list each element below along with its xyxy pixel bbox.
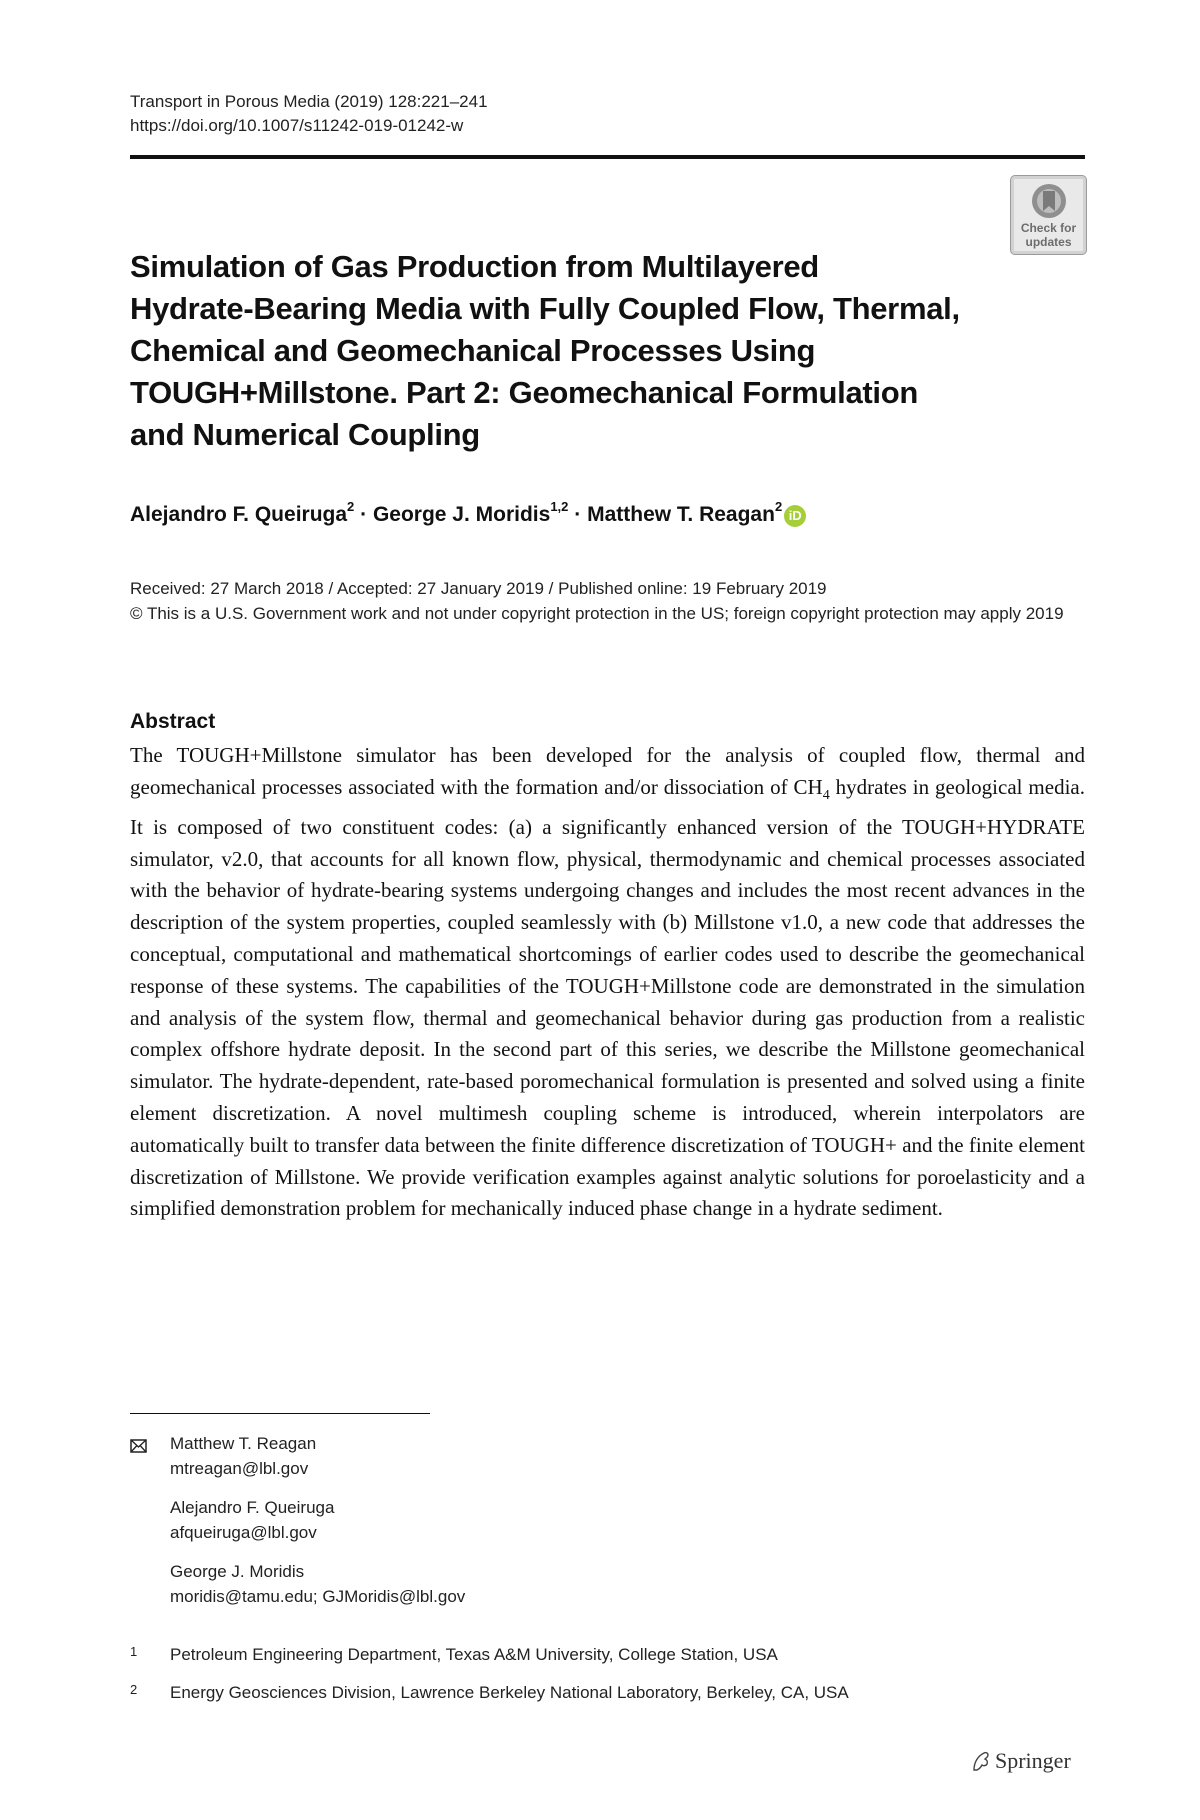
author-separator: ·	[354, 503, 373, 526]
author-list	[130, 500, 806, 530]
author-affiliation-mark: 2	[774, 499, 783, 514]
header-rule	[130, 155, 1085, 159]
affiliation	[130, 1640, 778, 1667]
check-label: Check for	[1020, 221, 1077, 235]
journal-header	[130, 90, 488, 138]
affiliation-text: Energy Geosciences Division, Lawrence Berkeley National Laboratory, Berkeley, CA, USA	[170, 1683, 849, 1702]
publisher-name: Springer	[995, 1748, 1071, 1773]
correspondent-name: Matthew T. Reagan	[170, 1434, 317, 1453]
publisher-logo	[970, 1748, 1071, 1774]
affiliation-number: 2	[130, 1682, 138, 1697]
article-title	[130, 246, 1010, 456]
title-line: Hydrate-Bearing Media with Fully Coupled Flow, Thermal,	[130, 291, 960, 326]
correspondent-name: George J. Moridis	[170, 1562, 305, 1581]
correspondent-email[interactable]: mtreagan@lbl.gov	[170, 1459, 309, 1478]
correspondence-entry	[170, 1559, 465, 1609]
envelope-icon	[130, 1439, 147, 1453]
correspondent-email[interactable]: moridis@tamu.edu; GJMoridis@lbl.gov	[170, 1587, 466, 1606]
springer-horse-icon	[970, 1750, 992, 1772]
correspondence-marker	[130, 1436, 147, 1460]
orcid-icon[interactable]: iD	[784, 505, 806, 527]
dates-line: Received: 27 March 2018 / Accepted: 27 January 2019 / Published online: 19 February 2019	[130, 579, 827, 598]
bookmark-icon	[1028, 182, 1070, 220]
check-for-updates-button[interactable]	[1010, 175, 1087, 255]
title-line: Chemical and Geomechanical Processes Using	[130, 333, 816, 368]
title-line: Simulation of Gas Production from Multilayered	[130, 249, 819, 284]
abstract-heading: Abstract	[130, 710, 216, 733]
footnote-rule	[130, 1413, 430, 1414]
correspondence-entry	[170, 1431, 316, 1481]
affiliation-text: Petroleum Engineering Department, Texas A&M University, College Station, USA	[170, 1645, 778, 1664]
author-name[interactable]: Matthew T. Reagan	[587, 503, 775, 526]
publication-history	[130, 576, 1090, 626]
author-affiliation-mark: 2	[347, 499, 355, 514]
abstract-part: The TOUGH+Millstone simulator has been developed for the analysis of coupled flow, thermal and geomechanical processes associated with the formation and/or dissociation of CH	[130, 743, 1085, 799]
author-separator: ·	[568, 503, 588, 526]
abstract-part: hydrates in geological media. It is composed of two constituent codes: (a) a significantly enhanced version of the TOUGH+HYDRATE simulator, v2.0, that accounts for all known flow, physical, thermodynamic and chemical processes associated with the behavior of hydrate-bearing systems undergoing changes and includes the most recent advances in the description of the system properties, coupled seamlessly with (b) Millstone v1.0, a new code that addresses the conceptual, computational and mathematical shortcomings of earlier codes used to describe the geomechanical response of these systems. The capabilities of the TOUGH+Millstone code are demonstrated in the simulation and analysis of the system flow, thermal and geomechanical behavior during gas production from a realistic complex offshore hydrate deposit. In the second part of this series, we describe the Millstone geomechanical simulator. The hydrate-dependent, rate-based poromechanical formulation is presented and solved using a finite element discretization. A novel multimesh coupling scheme is introduced, wherein interpolators are automatically built to transfer data between the finite difference discretization of TOUGH+ and the finite element discretization of Millstone. We provide verification examples against analytic solutions for poroelasticity and a simplified demonstration problem for mechanically induced phase change in a hydrate sediment.	[130, 774, 1085, 1221]
author-affiliation-mark: 1,2	[550, 499, 569, 514]
abstract-text	[130, 740, 1085, 1225]
journal-citation: Transport in Porous Media (2019) 128:221–241	[130, 92, 488, 111]
copyright-line: © This is a U.S. Government work and not under copyright protection in the US; foreign copyright protection may apply 2019	[130, 604, 1064, 623]
doi-link[interactable]: https://doi.org/10.1007/s11242-019-01242-w	[130, 116, 464, 135]
correspondent-email[interactable]: afqueiruga@lbl.gov	[170, 1523, 317, 1542]
author-name[interactable]: Alejandro F. Queiruga	[130, 503, 348, 526]
correspondent-name: Alejandro F. Queiruga	[170, 1498, 335, 1517]
updates-label: updates	[1025, 235, 1072, 249]
chemical-subscript: 4	[822, 787, 830, 803]
author-name[interactable]: George J. Moridis	[372, 503, 551, 526]
affiliation	[130, 1678, 849, 1705]
affiliation-number: 1	[130, 1644, 138, 1659]
title-line: and Numerical Coupling	[130, 417, 480, 452]
title-line: TOUGH+Millstone. Part 2: Geomechanical Formulation	[130, 375, 919, 410]
correspondence-entry	[170, 1495, 334, 1545]
